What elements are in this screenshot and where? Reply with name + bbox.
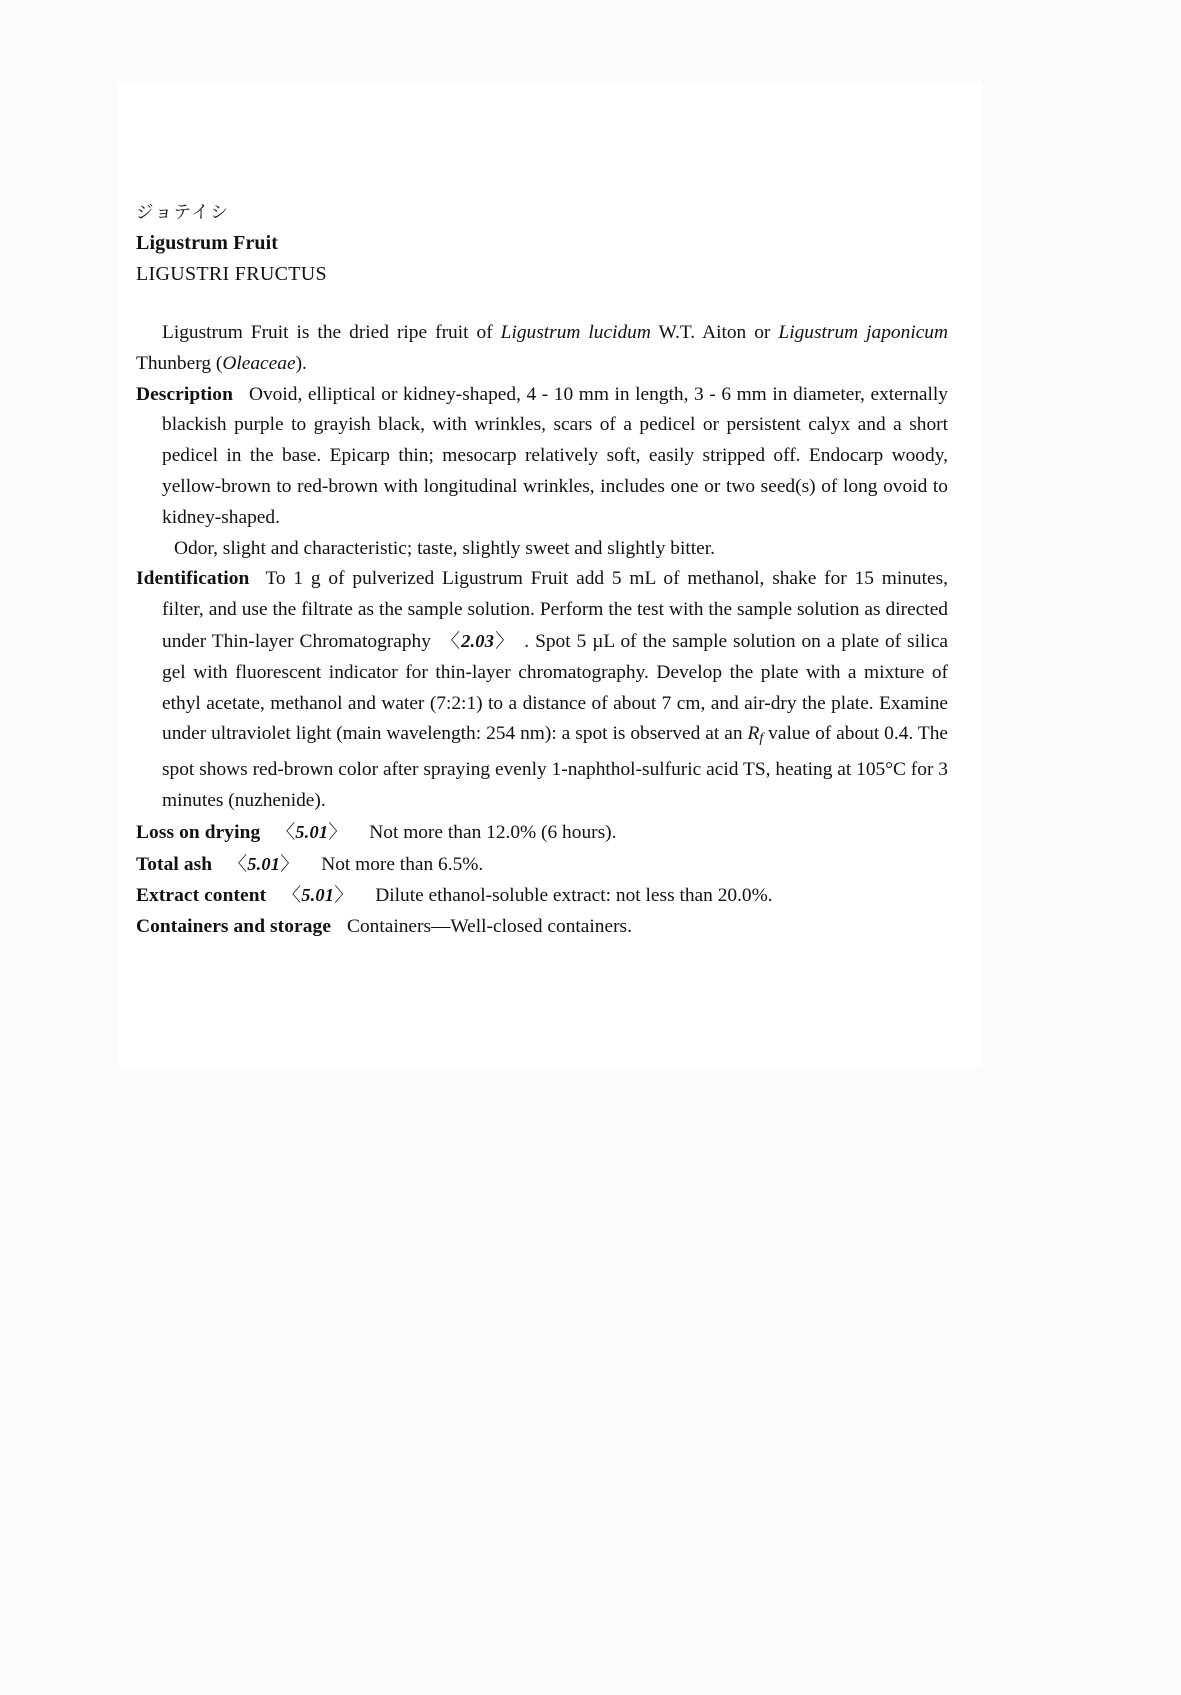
description-odor-paragraph: Odor, slight and characteristic; taste, slightly sweet and slightly bitter. (174, 537, 715, 559)
identification-text-after-ref: . Spot 5 µL of the sample solution on a plate of silica gel with fluorescent indicator for thin-layer chromatography. Develop the plate with a mixture of ethyl acetate, methanol and water (7:2:1) to a distance of about 7 cm, and air-dry the plate. Examine under ultraviolet light (main wavelength: 254 nm): a spot is observed at an (162, 630, 948, 745)
section-label-extract-content: Extract content (136, 885, 267, 907)
angle-bracket-close-icon: 〉 (328, 821, 348, 843)
title-body-spacer (136, 290, 948, 318)
section-body-containers-and-storage: Containers—Well-closed containers. (347, 916, 632, 938)
reference-number-5-01: 5.01 (301, 885, 335, 906)
section-body-loss-on-drying: Not more than 12.0% (6 hours). (369, 821, 617, 843)
section-body-total-ash: Not more than 6.5%. (321, 853, 484, 875)
reference-number-2-03: 2.03 (461, 630, 495, 651)
angle-bracket-close-icon: 〉 (334, 885, 354, 907)
section-description (136, 380, 948, 534)
reference-number-5-01: 5.01 (247, 853, 281, 874)
section-label-description: Description (136, 383, 233, 405)
intro-text-1: Ligustrum Fruit is the dried ripe fruit of (162, 322, 501, 343)
rf-symbol: $R_f$ (747, 723, 764, 747)
latin-binomial-subtitle: LIGUSTRI FRUCTUS (136, 263, 327, 285)
section-label-identification: Identification (136, 568, 250, 590)
section-identification (136, 564, 948, 816)
angle-bracket-open-icon: 〈 (439, 630, 462, 652)
angle-bracket-open-icon: 〈 (228, 853, 248, 875)
species-name-2: Ligustrum japonicum (778, 322, 949, 343)
page-title: Ligustrum Fruit (136, 232, 279, 254)
section-body-description: Ovoid, elliptical or kidney-shaped, 4 ‐ 10 mm in length, 3 ‐ 6 mm in diameter, externally blackish purple to grayish black, with wrinkles, scars of a pedicel or persistent calyx and a short pedicel in the base. Epicarp thin; mesocarp relatively soft, easily stripped off. Endocarp woody, yellow-brown to red-brown with longitudinal wrinkles, includes one or two seed(s) of long ovoid to kidney-shaped. (162, 383, 948, 528)
kana-title: ジョテイシ (136, 203, 230, 223)
intro-text-3: Thunberg ( (136, 352, 223, 374)
angle-bracket-close-icon: 〉 (280, 853, 300, 875)
section-containers-and-storage (136, 912, 948, 943)
intro-text-2: W.T. Aiton or (650, 322, 779, 343)
family-name: Oleaceae (222, 352, 296, 374)
section-label-loss-on-drying: Loss on drying (136, 821, 261, 843)
document-content (136, 198, 948, 943)
rf-subscript: f (759, 731, 764, 747)
angle-bracket-open-icon: 〈 (282, 885, 302, 907)
intro-paragraph (136, 318, 948, 380)
species-name-1: Ligustrum lucidum (500, 322, 651, 343)
identification-text-before-ref: To 1 g of pulverized Ligustrum Fruit add 5 mL of methanol, shake for 15 minutes, filter, and use the filtrate as the sample solution. Perform the test with the sample solution as directed under Thin-layer Chromatography (162, 568, 948, 652)
section-extract-content (136, 880, 948, 912)
intro-text-4: ). (295, 352, 307, 374)
section-body-extract-content: Dilute ethanol-soluble extract: not less than 20.0%. (375, 885, 773, 907)
section-label-total-ash: Total ash (136, 853, 213, 875)
identification-text-tail: value of about 0.4. The spot shows red-brown color after spraying evenly 1-naphthol-sulfuric acid TS, heating at 105°C for 3 minutes (nuzhenide). (162, 723, 948, 812)
section-total-ash (136, 849, 948, 881)
angle-bracket-close-icon: 〉 (494, 630, 516, 652)
section-label-containers-and-storage: Containers and storage (136, 916, 332, 938)
reference-number-5-01: 5.01 (295, 821, 329, 842)
section-loss-on-drying (136, 817, 948, 849)
angle-bracket-open-icon: 〈 (276, 821, 296, 843)
